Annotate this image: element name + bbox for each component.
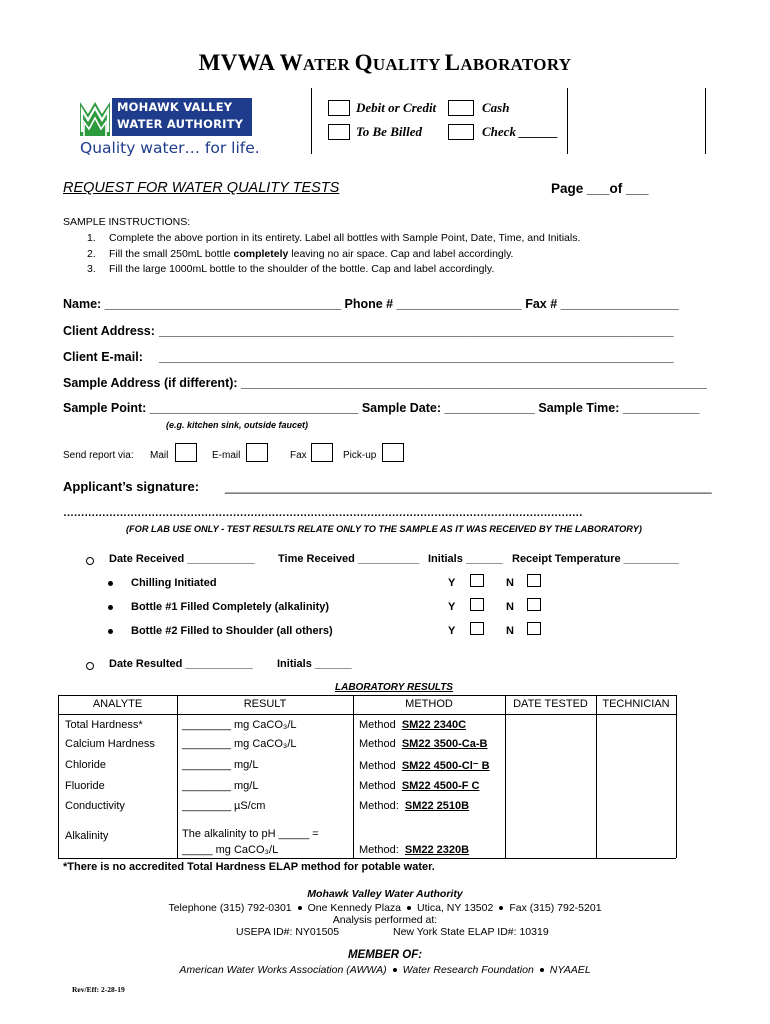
bullet-icon [108,581,113,586]
bullet-icon [108,629,113,634]
table-col-divider [505,695,506,858]
table-row-analyte: Fluoride [65,780,105,792]
header-date-tested: DATE TESTED [513,698,588,710]
instruction-text: Complete the above portion in its entirety. Label all bottles with Sample Point, Date, Time, and Initials. [109,232,581,244]
table-top-border [58,695,676,696]
billed-label: To Be Billed [356,124,422,139]
yes-label: Y [448,577,456,589]
table-footnote: *There is no accredited Total Hardness ELAP method for potable water. [63,861,435,873]
table-col-divider [177,695,178,858]
request-title: REQUEST FOR WATER QUALITY TESTS [63,180,340,196]
yes-label: Y [448,625,456,637]
yes-checkbox[interactable] [470,622,484,635]
receipt-temperature-field[interactable]: Receipt Temperature _________ [512,553,679,565]
no-checkbox[interactable] [527,598,541,611]
no-label: N [506,601,514,613]
table-bottom-border [58,858,676,859]
client-email-label: Client E-mail: [63,350,143,364]
client-address-field[interactable]: __________________________________________________________________________ [159,324,674,338]
instruction-number: 1. [87,232,96,244]
list-circle-icon [86,662,94,670]
table-row-result[interactable]: ________ mg/L [182,759,259,771]
debit-checkbox[interactable] [328,100,350,116]
yes-label: Y [448,601,456,613]
yes-checkbox[interactable] [470,598,484,611]
pickup-label: Pick-up [343,450,377,461]
table-row-analyte: Conductivity [65,800,125,812]
initials-resulted-field[interactable]: Initials ______ [277,658,352,670]
instruction-text: Fill the small 250mL bottle completely leaving no air space. Cap and label accordingly. [109,248,514,260]
footer-analysis: Analysis performed at: [332,914,438,926]
bullet-icon [108,605,113,610]
check-item-label: Bottle #2 Filled to Shoulder (all others) [131,625,333,637]
check-item-label: Bottle #1 Filled Completely (alkalinity) [131,601,330,613]
mail-label: Mail [150,450,169,461]
footer-org: Mohawk Valley Water Authority [307,888,463,900]
time-received-field[interactable]: Time Received __________ [278,553,420,565]
billed-checkbox[interactable] [328,124,350,140]
table-row-method: Method: SM22 2510B [359,800,470,812]
separator-dot-icon [298,906,302,910]
header-analyte: ANALYTE [92,698,143,710]
payment-box-left-border [311,88,312,154]
client-email-field[interactable]: __________________________________________________________________________ [159,350,674,364]
table-row-result[interactable]: ________ mg CaCO₃/L [182,738,297,750]
name-phone-fax-field[interactable]: Name: __________________________________ Phone # __________________ Fax # _________________ [63,297,679,311]
table-col-divider [596,695,597,858]
table-left-border [58,695,59,858]
no-checkbox[interactable] [527,622,541,635]
date-resulted-field[interactable]: Date Resulted ___________ [109,658,253,670]
separator-dot-icon [393,968,397,972]
no-label: N [506,577,514,589]
sample-point-date-time-field[interactable]: Sample Point: ______________________________ Sample Date: _____________ Sample Time: ___________ [63,401,700,415]
revision-date: Rev/Eff: 2-28-19 [72,985,125,994]
payment-box-right-border [705,88,706,154]
table-right-border [676,695,677,858]
separator-dot-icon [407,906,411,910]
list-circle-icon [86,557,94,565]
yes-checkbox[interactable] [470,574,484,587]
initials-field[interactable]: Initials ______ [428,553,503,565]
table-col-divider [353,695,354,858]
logo-line-2: WATER AUTHORITY [117,117,244,131]
date-received-field[interactable]: Date Received ___________ [109,553,255,565]
alkalinity-result-line-1[interactable]: The alkalinity to pH _____ = [182,828,319,840]
table-row-method: Method SM22 3500-Ca-B [359,738,488,750]
logo-line-1: MOHAWK VALLEY [117,100,233,114]
table-row-result[interactable]: ________ mg/L [182,780,259,792]
instruction-number: 3. [87,263,96,275]
separator-dot-icon [499,906,503,910]
fax-label: Fax [290,450,307,461]
mail-checkbox[interactable] [175,443,197,462]
sample-point-example: (e.g. kitchen sink, outside faucet) [166,420,309,430]
logo-mark-icon [80,98,110,136]
sample-address-field[interactable]: Sample Address (if different): ___________________________________________________________________ [63,376,707,390]
member-heading: MEMBER OF: [347,949,423,961]
header-technician: TECHNICIAN [602,698,670,710]
instructions-heading: SAMPLE INSTRUCTIONS: [63,216,191,228]
tagline: Quality water… for life. [80,139,260,157]
header-result: RESULT [243,698,287,710]
table-row-method: Method SM22 4500-F C [359,780,480,792]
alkalinity-result-line-2[interactable]: _____ mg CaCO₃/L [182,844,279,856]
client-address-label: Client Address: [63,324,155,338]
email-label: E-mail [212,450,241,461]
results-caption: LABORATORY RESULTS [335,682,453,693]
footer-elap: New York State ELAP ID#: 10319 [393,926,549,938]
table-row-result[interactable]: ________ µS/cm [182,800,266,812]
check-item-label: Chilling Initiated [131,577,217,589]
payment-box-middle-border [567,88,568,154]
footer-usepa: USEPA ID#: NY01505 [236,926,340,938]
cash-checkbox[interactable] [448,100,474,116]
header-method: METHOD [405,698,453,710]
footer-contact: Telephone (315) 792-0301 One Kennedy Plaza Utica, NY 13502 Fax (315) 792-5201 [168,902,602,914]
debit-label: Debit or Credit [356,100,437,115]
table-row-method: Method SM22 4500-Cl⁻ B [359,760,490,772]
check-label: Check ______ [482,124,559,139]
check-checkbox[interactable] [448,124,474,140]
logo [80,98,260,160]
table-row-method: Method: SM22 2320B [359,844,470,856]
email-checkbox[interactable] [246,443,268,462]
signature-field[interactable]: ______________________________________________________________________ [225,480,712,494]
lab-use-divider: ………………………………………………………………………………………………………………………………… [63,507,583,519]
table-row-analyte: Alkalinity [65,830,109,842]
instruction-number: 2. [87,248,96,260]
fax-checkbox[interactable] [311,443,333,462]
table-header-border [58,714,676,715]
table-row-analyte: Total Hardness* [65,719,143,731]
page-title: MVWA WATER QUALITY LABORATORY [198,50,572,75]
no-label: N [506,625,514,637]
table-row-analyte: Chloride [65,759,106,771]
cash-label: Cash [482,100,510,115]
pickup-checkbox[interactable] [382,443,404,462]
no-checkbox[interactable] [527,574,541,587]
lab-use-note: (FOR LAB USE ONLY - TEST RESULTS RELATE ONLY TO THE SAMPLE AS IT WAS RECEIVED BY THE LABORATORY) [126,524,642,534]
table-row-analyte: Calcium Hardness [65,738,155,750]
page-count: Page ___of ___ [551,181,649,196]
separator-dot-icon [540,968,544,972]
table-row-result[interactable]: ________ mg CaCO₃/L [182,719,297,731]
send-report-label: Send report via: [63,450,134,461]
table-row-method: Method SM22 2340C [359,719,467,731]
instruction-text: Fill the large 1000mL bottle to the shoulder of the bottle. Cap and label accordingly. [109,263,495,275]
signature-label: Applicant’s signature: [63,479,200,494]
member-list: American Water Works Association (AWWA) Water Research Foundation NYAAEL [179,964,591,976]
